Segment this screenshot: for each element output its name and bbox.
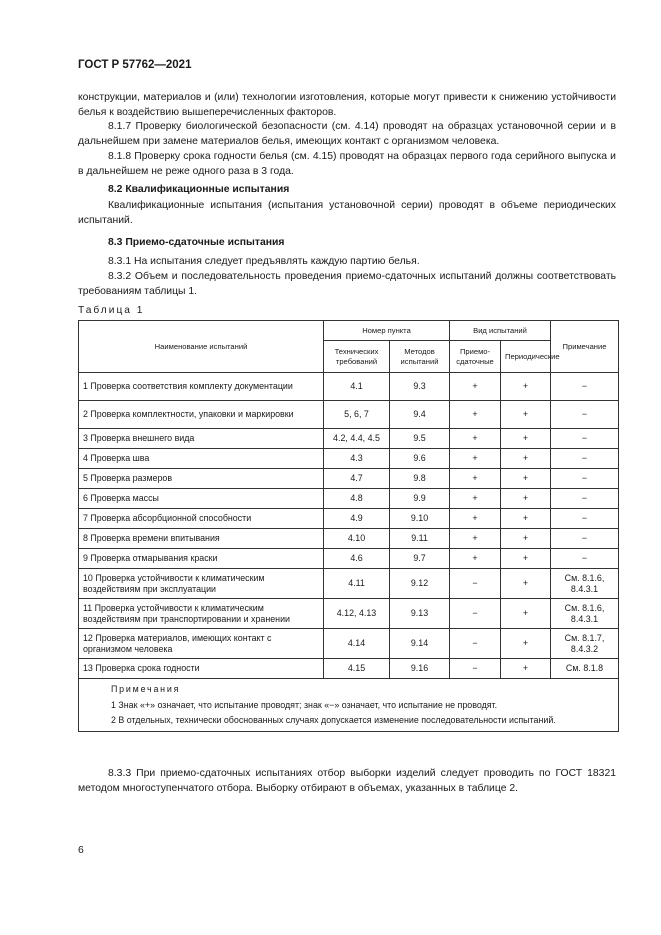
cell-acceptance: +: [450, 529, 501, 549]
cell-note: −: [551, 373, 619, 401]
header-tech-requirements: Технических требований: [324, 341, 390, 373]
cell-note: См. 8.1.8: [551, 659, 619, 679]
table-row: [79, 549, 619, 569]
table-caption: Таблица 1: [78, 305, 145, 316]
cell-method: 9.12: [390, 569, 450, 599]
paragraph-8-2: Квалификационные испытания (испытания установочной серии) проводят в объеме периодических испытаний.: [78, 200, 616, 226]
paragraph-continuation: конструкции, материалов и (или) технологии изготовления, которые могут привести к снижению устойчивости белья к воздействию вышеперечисленных факторов.: [78, 92, 616, 118]
cell-note: См. 8.1.6, 8.4.3.1: [551, 569, 619, 599]
cell-note: −: [551, 489, 619, 509]
cell-name: 11 Проверка устойчивости к климатическим воздействиям при транспортировании и хранении: [79, 599, 324, 629]
cell-acceptance: +: [450, 373, 501, 401]
cell-periodic: +: [501, 569, 551, 599]
paragraph-8-1-7: 8.1.7 Проверку биологической безопасности (см. 4.14) проводят на образцах установочной серии и в дальнейшем при замене материалов белья, имеющих контакт с организмом человека.: [78, 121, 616, 147]
cell-method: 9.5: [390, 429, 450, 449]
paragraph-8-3-1: 8.3.1 На испытания следует предъявлять каждую партию белья.: [108, 256, 420, 267]
cell-tech: 4.8: [324, 489, 390, 509]
cell-periodic: +: [501, 489, 551, 509]
note-1: 1 Знак «+» означает, что испытание проводят; знак «−» означает, что испытание не проводят.: [111, 700, 498, 710]
header-test-methods: Методов испытаний: [390, 341, 450, 373]
cell-name: 1 Проверка соответствия комплекту документации: [79, 373, 324, 401]
cell-name: 7 Проверка абсорбционной способности: [79, 509, 324, 529]
cell-periodic: +: [501, 659, 551, 679]
section-title-8-3: 8.3 Приемо-сдаточные испытания: [108, 237, 285, 248]
cell-note: См. 8.1.7, 8.4.3.2: [551, 629, 619, 659]
cell-note: −: [551, 469, 619, 489]
section-title-8-2: 8.2 Квалификационные испытания: [108, 184, 290, 195]
cell-method: 9.3: [390, 373, 450, 401]
paragraph-8-3-2: 8.3.2 Объем и последовательность проведения приемо-сдаточных испытаний должны соответствовать требованиям таблицы 1.: [78, 271, 616, 297]
cell-name: 3 Проверка внешнего вида: [79, 429, 324, 449]
cell-method: 9.9: [390, 489, 450, 509]
page-number: 6: [78, 845, 84, 856]
table-row: [79, 373, 619, 401]
cell-tech: 4.11: [324, 569, 390, 599]
cell-acceptance: +: [450, 449, 501, 469]
cell-name: 5 Проверка размеров: [79, 469, 324, 489]
cell-tech: 4.9: [324, 509, 390, 529]
cell-method: 9.7: [390, 549, 450, 569]
cell-method: 9.8: [390, 469, 450, 489]
table-row: [79, 629, 619, 659]
cell-tech: 4.3: [324, 449, 390, 469]
header-acceptance: Приемо-сдаточные: [450, 341, 501, 373]
cell-acceptance: +: [450, 549, 501, 569]
notes-title: Примечания: [111, 684, 181, 694]
cell-name: 6 Проверка массы: [79, 489, 324, 509]
table-row: [79, 659, 619, 679]
cell-method: 9.14: [390, 629, 450, 659]
header-item-number: Номер пункта: [324, 321, 450, 341]
table-row: [79, 489, 619, 509]
cell-method: 9.13: [390, 599, 450, 629]
cell-note: −: [551, 429, 619, 449]
cell-name: 13 Проверка срока годности: [79, 659, 324, 679]
cell-tech: 4.14: [324, 629, 390, 659]
cell-name: 8 Проверка времени впитывания: [79, 529, 324, 549]
table-row: [79, 401, 619, 429]
cell-tech: 4.2, 4.4, 4.5: [324, 429, 390, 449]
header-periodic: Периодические: [501, 341, 551, 373]
cell-tech: 5, 6, 7: [324, 401, 390, 429]
cell-periodic: +: [501, 549, 551, 569]
cell-note: −: [551, 401, 619, 429]
cell-acceptance: +: [450, 401, 501, 429]
cell-note: −: [551, 509, 619, 529]
table-notes: [79, 679, 619, 732]
cell-acceptance: −: [450, 599, 501, 629]
cell-acceptance: −: [450, 629, 501, 659]
paragraph-8-3-3: 8.3.3 При приемо-сдаточных испытаниях отбор выборки изделий следует проводить по ГОСТ 18321 методом многоступенчатого отбора. Выборку отбирают в объемах, указанных в таблице 2.: [78, 768, 616, 794]
header-note: Примечание: [551, 321, 619, 373]
cell-name: 9 Проверка отмарывания краски: [79, 549, 324, 569]
header-test-kind: Вид испытаний: [450, 321, 551, 341]
cell-method: 9.10: [390, 509, 450, 529]
table-row: [79, 599, 619, 629]
cell-method: 9.16: [390, 659, 450, 679]
table-notes-row: [79, 679, 619, 732]
cell-name: 12 Проверка материалов, имеющих контакт с организмом человека: [79, 629, 324, 659]
table-row: [79, 449, 619, 469]
cell-periodic: +: [501, 509, 551, 529]
cell-acceptance: +: [450, 429, 501, 449]
paragraph-8-1-8: 8.1.8 Проверку срока годности белья (см. 4.15) проводят на образцах первого года серийного выпуска и в дальнейшем не реже одного раза в 3 года.: [78, 151, 616, 177]
cell-name: 4 Проверка шва: [79, 449, 324, 469]
cell-note: −: [551, 549, 619, 569]
cell-note: −: [551, 529, 619, 549]
cell-periodic: +: [501, 599, 551, 629]
cell-tech: 4.7: [324, 469, 390, 489]
cell-tech: 4.6: [324, 549, 390, 569]
cell-periodic: +: [501, 429, 551, 449]
cell-periodic: +: [501, 469, 551, 489]
cell-tech: 4.10: [324, 529, 390, 549]
document-header: ГОСТ Р 57762—2021: [78, 59, 192, 71]
table-row: [79, 509, 619, 529]
note-2: 2 В отдельных, технически обоснованных случаях допускается изменение последовательности испытаний.: [111, 715, 556, 725]
cell-tech: 4.15: [324, 659, 390, 679]
table-row: [79, 569, 619, 599]
cell-periodic: +: [501, 629, 551, 659]
tests-table: [78, 320, 619, 732]
cell-name: 10 Проверка устойчивости к климатическим воздействиям при эксплуатации: [79, 569, 324, 599]
cell-tech: 4.1: [324, 373, 390, 401]
cell-method: 9.4: [390, 401, 450, 429]
cell-periodic: +: [501, 529, 551, 549]
table-row: [79, 429, 619, 449]
cell-name: 2 Проверка комплектности, упаковки и маркировки: [79, 401, 324, 429]
cell-tech: 4.12, 4.13: [324, 599, 390, 629]
cell-acceptance: +: [450, 509, 501, 529]
table-row: [79, 529, 619, 549]
cell-note: См. 8.1.6, 8.4.3.1: [551, 599, 619, 629]
cell-periodic: +: [501, 401, 551, 429]
table-row: [79, 469, 619, 489]
cell-acceptance: −: [450, 569, 501, 599]
cell-acceptance: +: [450, 489, 501, 509]
cell-periodic: +: [501, 449, 551, 469]
cell-periodic: +: [501, 373, 551, 401]
cell-method: 9.6: [390, 449, 450, 469]
cell-note: −: [551, 449, 619, 469]
cell-method: 9.11: [390, 529, 450, 549]
cell-acceptance: −: [450, 659, 501, 679]
header-test-name: Наименование испытаний: [79, 321, 324, 373]
cell-acceptance: +: [450, 469, 501, 489]
